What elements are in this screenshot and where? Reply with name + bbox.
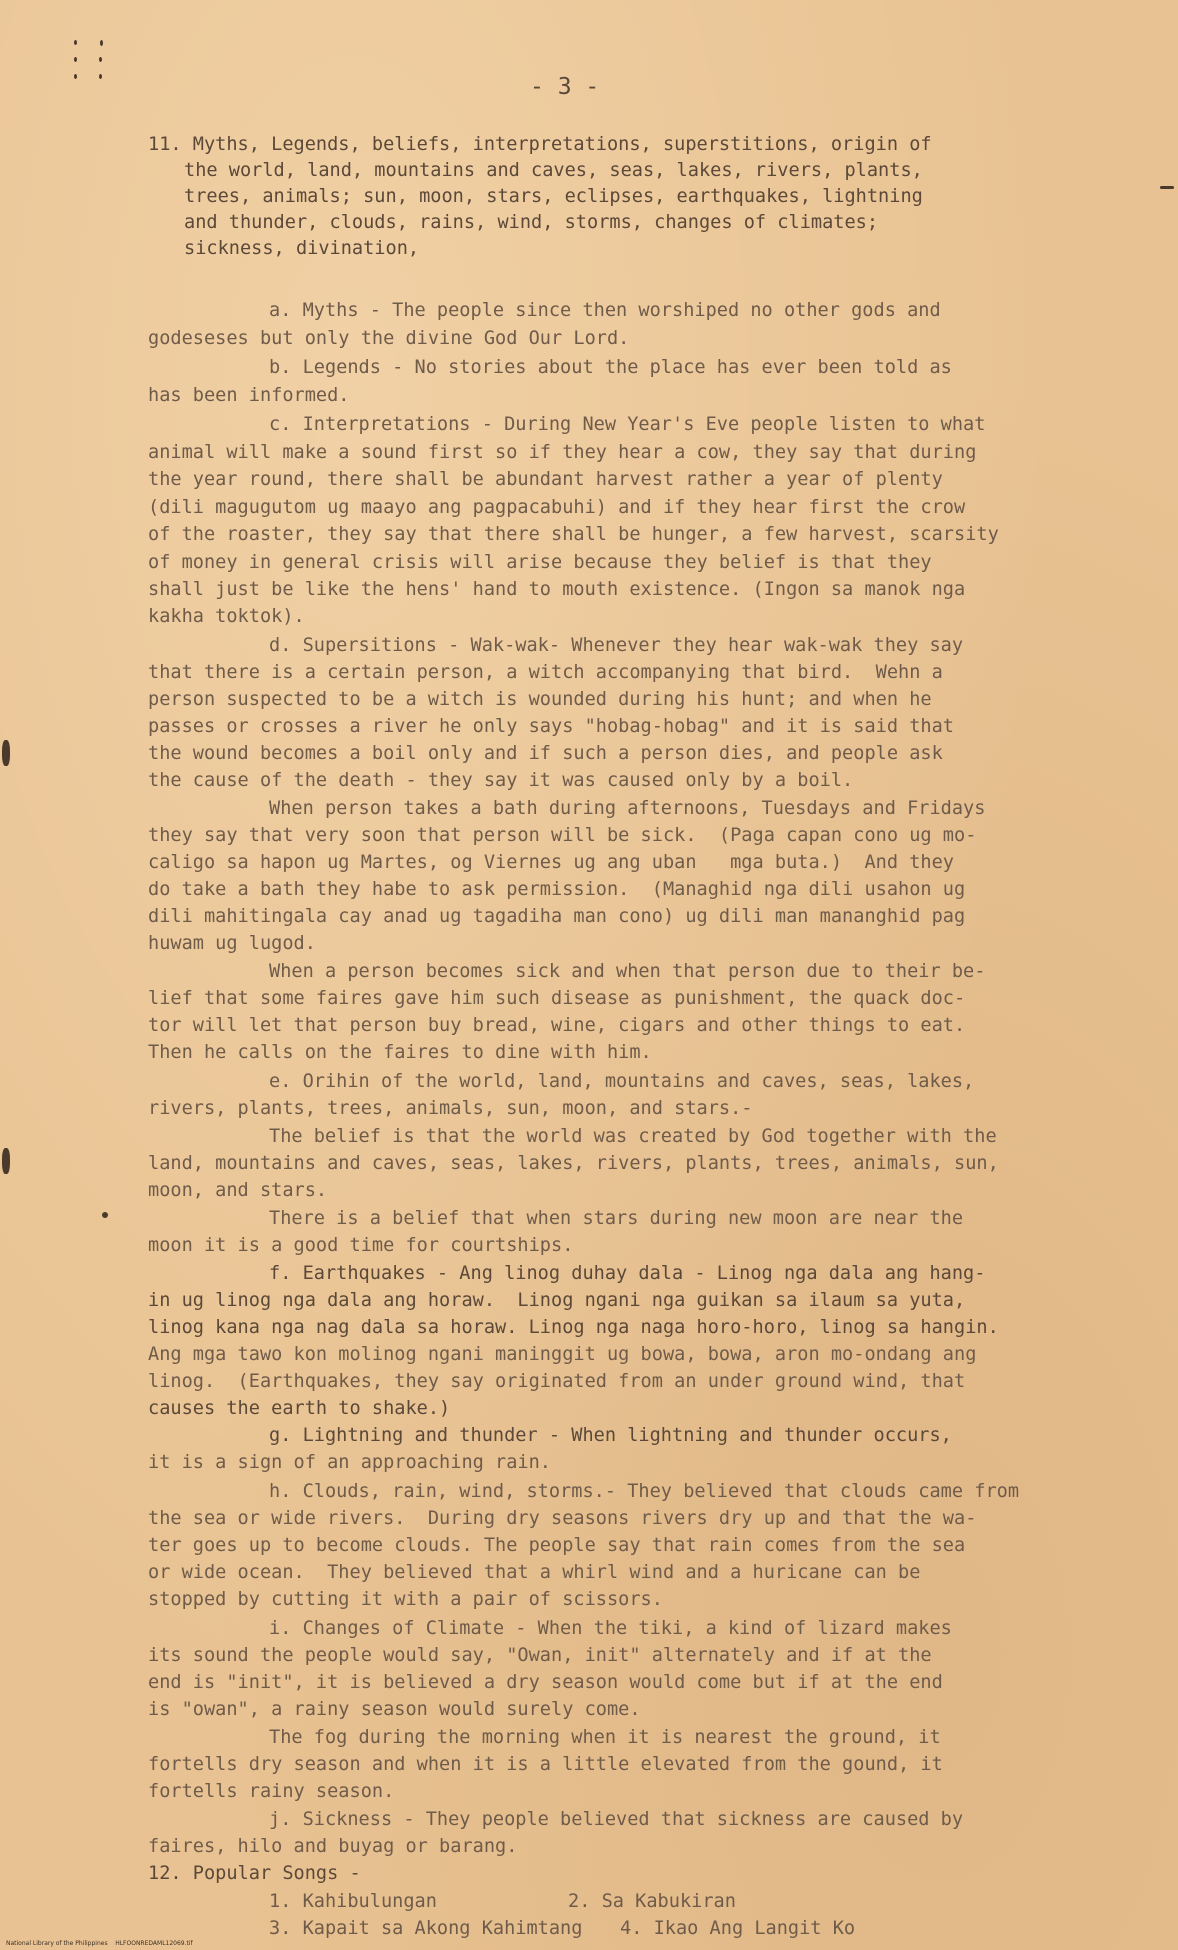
item-c-line-6: of money in general crisis will arise because they belief is that they [148,552,932,573]
footer-caption: National Library of the Philippines HLFOONREDAML12069.tif [6,1940,193,1947]
binding-hole-mark [2,740,10,766]
item-d-line-6: the cause of the death - they say it was caused only by a boil. [148,770,854,791]
item-e-line-2: rivers, plants, trees, animals, sun, moon, and stars.- [148,1098,753,1119]
item-j-line-2: faires, hilo and buyag or barang. [148,1836,518,1857]
item-e-line-5: moon, and stars. [148,1180,328,1201]
binding-hole-mark [2,1148,10,1174]
item-g-line-1: g. Lightning and thunder - When lightning and thunder occurs, [269,1425,952,1446]
section-11-heading-line-3: trees, animals; sun, moon, stars, eclipses, earthquakes, lightning [184,186,923,207]
item-d-line-5: the wound becomes a boil only and if such a person dies, and people ask [148,743,943,764]
item-d-line-11: dili mahitingala cay anad ug tagadiha man cono) ug dili man mananghid pag [148,906,966,927]
item-e-line-3: The belief is that the world was created by God together with the [269,1126,997,1147]
item-h-line-1: h. Clouds, rain, wind, storms.- They believed that clouds came from [269,1481,1020,1502]
item-f-line-4: Ang mga tawo kon molinog ngani maninggit ug bowa, bowa, aron mo-ondang ang [148,1344,977,1365]
item-f-line-1: f. Earthquakes - Ang linog duhay dala - Linog nga dala ang hang- [269,1263,986,1284]
item-b-line-1: b. Legends - No stories about the place has ever been told as [269,357,952,378]
item-i-line-5: The fog during the morning when it is nearest the ground, it [269,1727,941,1748]
page-number: - 3 - [530,74,600,100]
item-c-line-1: c. Interpretations - During New Year's Eve people listen to what [269,414,986,435]
item-f-line-3: linog kana nga nag dala sa horaw. Linog nga naga horo-horo, linog sa hangin. [148,1317,999,1338]
item-d-line-9: caligo sa hapon ug Martes, og Viernes ug ang uban mga buta.) And they [148,852,954,873]
section-11-heading-line-4: and thunder, clouds, rains, wind, storms, changes of climates; [184,212,879,233]
edge-tick-mark [1160,186,1174,189]
item-d-line-8: they say that very soon that person will be sick. (Paga capan cono ug mo- [148,825,977,846]
item-h-line-5: stopped by cutting it with a pair of scissors. [148,1589,663,1610]
item-h-line-2: the sea or wide rivers. During dry seasons rivers dry up and that the wa- [148,1508,977,1529]
item-c-line-4: (dili magugutom ug maayo ang pagpacabuhi) and if they hear first the crow [148,497,966,518]
item-e-line-4: land, mountains and caves, seas, lakes, rivers, plants, trees, animals, sun, [148,1153,999,1174]
dot-mark [102,1212,108,1218]
item-e-line-7: moon it is a good time for courtships. [148,1235,574,1256]
item-d-line-13: When a person becomes sick and when that person due to their be- [269,961,986,982]
section-11-heading-line-1: 11. Myths, Legends, beliefs, interpretations, superstitions, origin of [148,134,932,155]
item-h-line-4: or wide ocean. They believed that a whirl wind and a huricane can be [148,1562,921,1583]
edge-mark [100,40,103,46]
item-d-line-3: person suspected to be a witch is wounded during his hunt; and when he [148,689,932,710]
item-c-line-3: the year round, there shall be abundant harvest rather a year of plenty [148,469,943,490]
item-a-line-1: a. Myths - The people since then worshiped no other gods and [269,300,941,321]
edge-mark [99,57,102,62]
item-d-line-4: passes or crosses a river he only says "hobag-hobag" and it is said that [148,716,954,737]
item-d-line-10: do take a bath they habe to ask permission. (Managhid nga dili usahon ug [148,879,966,900]
item-c-line-7: shall just be like the hens' hand to mouth existence. (Ingon sa manok nga [148,579,966,600]
item-d-line-1: d. Supersitions - Wak-wak- Whenever they hear wak-wak they say [269,635,964,656]
item-g-line-2: it is a sign of an approaching rain. [148,1452,551,1473]
item-f-line-2: in ug linog nga dala ang horaw. Linog ngani nga guikan sa ilaum sa yuta, [148,1290,966,1311]
item-f-line-5: linog. (Earthquakes, they say originated from an under ground wind, that [148,1371,966,1392]
item-j-line-1: j. Sickness - They people believed that sickness are caused by [269,1809,964,1830]
item-d-line-2: that there is a certain person, a witch accompanying that bird. Wehn a [148,662,943,683]
song-2: 2. Sa Kabukiran [568,1891,736,1912]
item-c-line-2: animal will make a sound first so if they hear a cow, they say that during [148,442,977,463]
edge-mark [99,74,102,79]
edge-mark [74,74,77,79]
song-1: 1. Kahibulungan [269,1891,437,1912]
item-h-line-3: ter goes up to become clouds. The people say that rain comes from the sea [148,1535,966,1556]
song-4: 4. Ikao Ang Langit Ko [620,1918,856,1939]
song-3: 3. Kapait sa Akong Kahimtang [269,1918,583,1939]
item-d-line-7: When person takes a bath during afternoons, Tuesdays and Fridays [269,798,986,819]
item-d-line-14: lief that some faires gave him such disease as punishment, the quack doc- [148,988,966,1009]
section-12-heading: 12. Popular Songs - [148,1863,361,1884]
item-f-line-6: causes the earth to shake.) [148,1398,451,1419]
item-i-line-7: fortells rainy season. [148,1781,395,1802]
item-i-line-2: its sound the people would say, "Owan, init" alternately and if at the [148,1645,932,1666]
item-d-line-12: huwam ug lugod. [148,933,316,954]
item-c-line-8: kakha toktok). [148,606,305,627]
edge-mark [74,57,77,62]
item-d-line-15: tor will let that person buy bread, wine, cigars and other things to eat. [148,1015,966,1036]
item-i-line-3: end is "init", it is believed a dry season would come but if at the end [148,1672,943,1693]
item-c-line-5: of the roaster, they say that there shall be hunger, a few harvest, scarsity [148,524,999,545]
edge-mark [74,40,77,45]
item-b-line-2: has been informed. [148,385,350,406]
item-e-line-1: e. Orihin of the world, land, mountains and caves, seas, lakes, [269,1071,975,1092]
item-i-line-4: is "owan", a rainy season would surely come. [148,1699,641,1720]
item-i-line-1: i. Changes of Climate - When the tiki, a kind of lizard makes [269,1618,952,1639]
section-11-heading-line-2: the world, land, mountains and caves, seas, lakes, rivers, plants, [184,160,923,181]
item-e-line-6: There is a belief that when stars during new moon are near the [269,1208,964,1229]
item-d-line-16: Then he calls on the faires to dine with him. [148,1042,652,1063]
item-a-line-2: godeseses but only the divine God Our Lord. [148,328,630,349]
section-11-heading-line-5: sickness, divination, [184,238,420,259]
item-i-line-6: fortells dry season and when it is a little elevated from the gound, it [148,1754,943,1775]
